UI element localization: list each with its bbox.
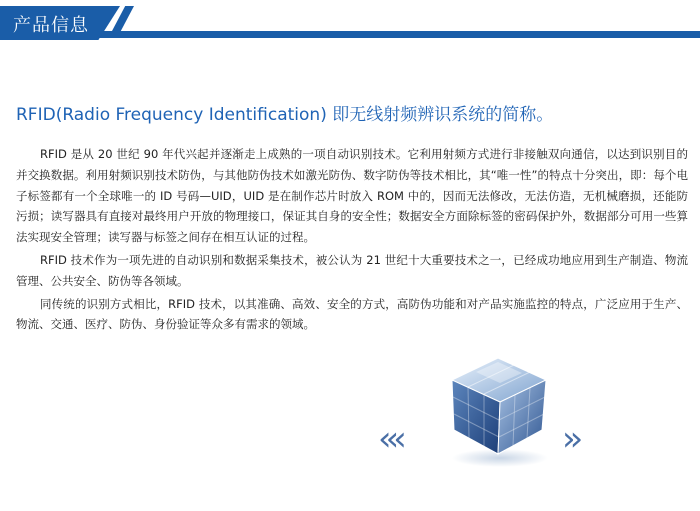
header-rule bbox=[0, 31, 700, 38]
article-body bbox=[16, 144, 688, 337]
paragraph-2: RFID 技术作为一项先进的自动识别和数据采集技术，被公认为 21 世纪十大重要技术之一，已经成功地应用到生产制造、物流管理、公共安全、防伪等各领域。 bbox=[16, 252, 688, 288]
section-header bbox=[0, 0, 700, 42]
paragraph-3: 同传统的识别方式相比，RFID 技术，以其准确、高效、安全的方式，高防伪功能和对产品实施监控的特点，广泛应用于生产、物流、交通、医疗、防伪、身份验证等众多有需求的领域。 bbox=[16, 296, 688, 332]
page-headline: RFID(Radio Frequency Identification) 即无线射频辨识系统的简称。 bbox=[16, 105, 554, 125]
next-arrows-icon[interactable]: ›› bbox=[562, 419, 578, 459]
rfid-cube-image bbox=[438, 350, 558, 470]
cube-icon bbox=[438, 350, 558, 470]
section-title: 产品信息 bbox=[13, 15, 89, 36]
prev-arrows-icon[interactable]: ‹‹‹ bbox=[378, 419, 401, 459]
paragraph-1: RFID 是从 20 世纪 90 年代兴起并逐渐走上成熟的一项自动识别技术。它利用射频方式进行非接触双向通信，以达到识别目的并交换数据。利用射频识别技术防伪，与其他防伪技术如激光防伪、数字防伪等技术相比，其“唯一性”的特点十分突出，即：每个电子标签都有一个全球唯一的 ID 号码—UID，UID 是在制作芯片时放入 ROM 中的，因而无法修改，无法仿造，无机械磨损，还能防污损；读写器具有直接对最终用户开放的物理接口，保证其自身的安全性；数据安全方面除标签的密码保护外，数据部分可用一些算法实现安全管理；读写器与标签之间存在相互认证的过程。 bbox=[16, 147, 688, 245]
